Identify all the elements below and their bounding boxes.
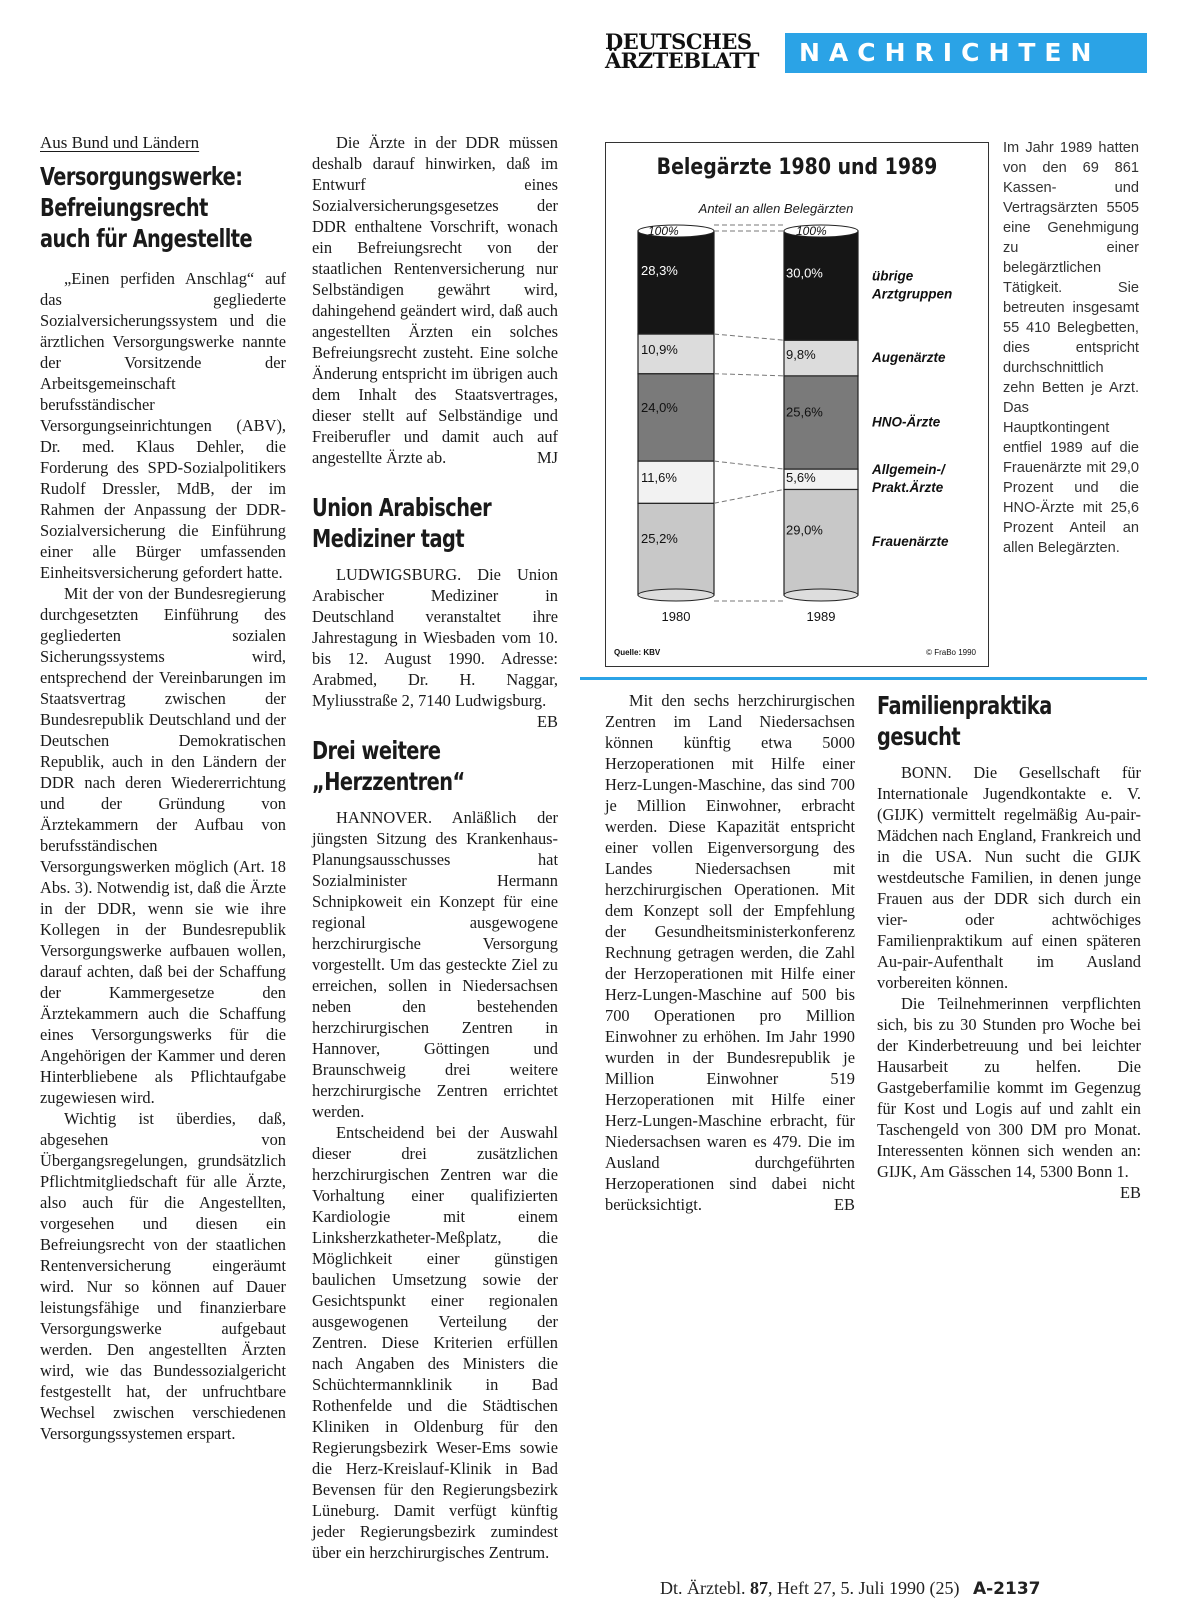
bar-segment xyxy=(784,489,858,595)
footer-page-number: A-2137 xyxy=(972,1579,1041,1599)
article4-paragraph: BONN. Die Gesellschaft für Internationale Jugendkontakte e. V. (GIJK) vermittelt regelmäßig Au-pair-Mädchen nach England, Frankreich und in die USA. Nun sucht die GIJK westdeutsche Familien, in denen junge Frauen aus der DDR sich durch ein vier- oder achtwöchiges Familienpraktikum auf einen späteren Au-pair-Aufenthalt im Ausland vorbereiten können. xyxy=(877,763,1141,992)
article3-title: Drei weitere „Herzzentren“ xyxy=(312,736,465,796)
article1-paragraph: Wichtig ist überdies, daß, abgesehen von Übergangsregelungen, grundsätzlich Pflichtmitgliedschaft für alle Ärzte, also auch für die Angestellten, vorgesehen und diesen ein Befreiungsrecht von der staatlichen Rentenversicherung eingeräumt wird. Nur so können auf Dauer leistungsfähige und finanzierbare Versorgungswerke aufgebaut werden. Den angestellten Ärzten wird, wie das Bundessozialgericht festgestellt hat, der unfruchtbare Wechsel zwischen verschiedenen Versorgungssystemen erspart. xyxy=(40,1109,286,1443)
data-label: 29,0% xyxy=(786,522,823,538)
article3-signature: EB xyxy=(834,1195,855,1214)
legend-label: Prakt.Ärzte xyxy=(872,480,944,496)
bar-segment xyxy=(638,231,714,334)
masthead-line1: DEUTSCHES xyxy=(605,29,752,54)
chart-box xyxy=(605,142,989,667)
data-label: 25,2% xyxy=(641,531,678,547)
article4-signature: EB xyxy=(1120,1183,1141,1202)
connector-line xyxy=(714,461,784,469)
data-label: 28,3% xyxy=(641,263,678,279)
bar-segment xyxy=(784,376,858,469)
data-label: 11,6% xyxy=(641,470,677,486)
article1-paragraph: Die Ärzte in der DDR müssen deshalb darauf hinwirken, daß im Entwurf eines Sozialversicherungsgesetzes der DDR enthaltene Vorschrift, wonach ein Befreiungsrecht von der staatlichen Rentenversicherung nur Selbständigen gewährt wird, dahingehend geändert wird, daß auch angestellten Ärzten ein solches Befreiungsrecht zusteht. Eine solche Änderung entspricht im übrigen auch dem Inhalt des Staatsvertrages, dieser stellt auf Selbständige und Freiberufler und damit auch auf angestellte Ärzte ab. MJ xyxy=(312,133,558,467)
bar-base xyxy=(784,589,858,601)
bar-segment xyxy=(638,503,714,595)
data-label: 30,0% xyxy=(786,265,823,281)
bar-base xyxy=(638,589,714,601)
total-label: 100% xyxy=(796,224,827,238)
chart-credit: © FraBo 1990 xyxy=(926,648,976,657)
column-3 xyxy=(605,690,855,1215)
data-label: 10,9% xyxy=(641,342,678,358)
x-tick-label: 1980 xyxy=(661,609,691,624)
footer-issue: , Heft 27, 5. Juli 1990 (25) xyxy=(767,1578,960,1598)
article1-paragraph: Mit der von der Bundesregierung durchgesetzten Einführung des gegliederten sozialen Sicherungssystems wird, entsprechend der Vereinbarungen im Staatsvertrag zwischen der Bundesrepublik Deutschland und der Deutschen Demokratischen Republik, auch in den Ländern der DDR nach deren Wiedererrichtung und der Gründung von Ärztekammern der Aufbau von berufsständischen Versorgungswerken möglich (Art. 18 Abs. 3). Notwendig ist, daß die Ärzte in der DDR, wenn sie wie ihre Kollegen in der Bundesrepublik Versorgungswerke aufbauen wollen, darauf achten, daß bei der Schaffung der Kammergesetze den Ärztekammern auch die Schaffung eines Versorgungswerks für die Angehörigen der Kammer und deren Hinterbliebene als Pflichtaufgabe zugewiesen wird. xyxy=(40,584,286,1107)
legend-label: Arztgruppen xyxy=(872,286,953,302)
legend-label: übrige xyxy=(872,268,914,284)
chart-title: Belegärzte 1980 und 1989 xyxy=(656,155,938,180)
article2-signature: EB xyxy=(537,712,558,731)
column-2 xyxy=(312,132,558,1563)
chart-source: Quelle: KBV xyxy=(614,648,661,657)
divider-line xyxy=(580,677,1147,680)
article2-paragraph: LUDWIGSBURG. Die Union Arabischer Mediziner in Deutschland veranstaltet ihre Jahrestagung in Wiesbaden vom 10. bis 12. August 1990. Adresse: Arabmed, Dr. H. Naggar, Myliusstraße 2, 7140 Ludwigsburg. EB xyxy=(312,565,558,731)
chart-subtitle: Anteil an allen Belegärzten xyxy=(698,201,854,216)
masthead-line2: ÄRZTEBLATT xyxy=(605,48,759,73)
article1-paragraph: „Einen perfiden Anschlag“ auf das gegliederte Sozialversicherungssystem und die ärztlichen Versorgungswerke nannte der Vorsitzende der Arbeitsgemeinschaft berufsständischer Versorgungseinrichtungen (ABV), Dr. med. Klaus Dehler, die Forderung des SPD-Sozialpolitikers Rudolf Dressler, MdB, der im Rahmen der Anpassung der DDR-Sozialversicherung die Einführung einer alle Bürger umfassenden Einheitsversicherung gefordert hatte. xyxy=(40,269,286,582)
stacked-bar-chart xyxy=(606,143,987,665)
legend-label: Augenärzte xyxy=(872,350,946,366)
x-tick-label: 1989 xyxy=(806,609,836,624)
legend-label: HNO-Ärzte xyxy=(872,414,941,430)
article1-title: Versorgungswerke: Befreiungsrecht auch für Angestellte xyxy=(40,162,253,253)
column-4 xyxy=(877,690,1141,1203)
connector-line xyxy=(714,489,784,503)
legend-label: Allgemein-/ xyxy=(872,462,945,478)
article4-paragraph: Die Teilnehmerinnen verpflichten sich, bis zu 30 Stunden pro Woche bei der Kinderbetreuung und bei leichter Hausarbeit zu helfen. Die Gastgeberfamilie kommt im Gegenzug für Kost und Logis auf und zahlt ein Taschengeld von 300 DM pro Monat. Interessenten können sich wenden an: GIJK, Am Gässchen 14, 5300 Bonn 1. EB xyxy=(877,994,1141,1202)
masthead-logo xyxy=(605,29,759,73)
footer-journal: Dt. Ärztebl. xyxy=(660,1578,746,1598)
footer-volume: 87 xyxy=(749,1578,768,1598)
sidebar-caption: Im Jahr 1989 hatten von den 69 861 Kassen- und Vertragsärzten 5505 eine Genehmigung zu einer belegärztlichen Tätigkeit. Sie betreuten insgesamt 55 410 Belegbetten, dies entspricht durchschnittlich zehn Betten je Arzt. Das Hauptkontingent entfiel 1989 auf die Frauenärzte mit 29,0 Prozent und die HNO-Ärzte mit 25,6 Prozent Anteil an allen Belegärzten. xyxy=(1003,140,1139,556)
article1-signature: MJ xyxy=(537,448,558,467)
bar-segment xyxy=(784,231,858,340)
data-label: 9,8% xyxy=(786,346,816,362)
connector-line xyxy=(714,334,784,340)
article3-paragraph: Mit den sechs herzchirurgischen Zentren im Land Niedersachsen können künftig etwa 5000 Herzoperationen mit Hilfe einer Herz-Lungen-Maschine, das sind 700 je Million Einwohner, erbracht werden. Diese Kapazität entspricht einer vollen Eigenversorgung des Landes Niedersachsen mit herzchirurgischen Operationen. Mit dem Konzept soll der Empfehlung der Gesundheitsministerkonferenz Rechnung getragen werden, die Zahl der Herzoperationen mit Hilfe einer Herz-Lungen-Maschine auf 500 bis 700 Operationen pro Million Einwohner zu erhöhen. Im Jahr 1990 wurden in der Bundesrepublik je Million Einwohner 519 Herzoperationen mit Hilfe einer Herz-Lungen-Maschine erbracht, für Niedersachsen waren es 479. Die im Ausland durchgeführten Herzoperationen sind dabei nicht berücksichtigt. EB xyxy=(605,691,855,1214)
section-banner: NACHRICHTEN xyxy=(785,33,1147,73)
page-footer xyxy=(660,1578,1041,1599)
total-label: 100% xyxy=(648,224,679,238)
data-label: 24,0% xyxy=(641,399,678,415)
data-label: 25,6% xyxy=(786,404,823,420)
article3-paragraph: HANNOVER. Anläßlich der jüngsten Sitzung des Krankenhaus-Planungsausschusses hat Sozialminister Hermann Schnipkoweit ein Konzept für eine regional ausgewogene herzchirurgische Versorgung vorgestellt. Um das gesteckte Ziel zu erreichen, sollen in Niedersachsen neben den bestehenden herzchirurgischen Zentren in Hannover, Göttingen und Braunschweig drei weitere herzchirurgische Zentren errichtet werden. xyxy=(312,808,558,1121)
column-1 xyxy=(40,132,286,1444)
data-label: 5,6% xyxy=(786,469,816,485)
article2-title: Union Arabischer Mediziner tagt xyxy=(312,493,492,553)
article4-title: Familienpraktika gesucht xyxy=(877,691,1052,751)
article3-paragraph: Entscheidend bei der Auswahl dieser drei zusätzlichen herzchirurgischen Zentren war die Vorhaltung einer qualifizierten Kardiologie mit einem Linksherzkatheter-Meßplatz, die Möglichkeit einer günstigen baulichen Umsetzung sowie der Gesichtspunkt einer regionalen ausgewogenen Verteilung der Zentren. Diese Kriterien erfüllen nach Angaben des Ministers die Schüchtermannklinik in Bad Rothenfelde und die Städtischen Kliniken in Oldenburg für den Regierungsbezirk Weser-Ems sowie die Herz-Kreislauf-Klinik in Bad Bevensen für den Regierungsbezirk Lüneburg. Damit verfügt künftig jeder Regierungsbezirk zumindest über ein herzchirurgisches Zentrum. xyxy=(312,1123,558,1562)
section-kicker: Aus Bund und Ländern xyxy=(40,133,200,152)
connector-line xyxy=(714,374,784,376)
bar-segment xyxy=(638,374,714,461)
legend-label: Frauenärzte xyxy=(872,534,949,550)
